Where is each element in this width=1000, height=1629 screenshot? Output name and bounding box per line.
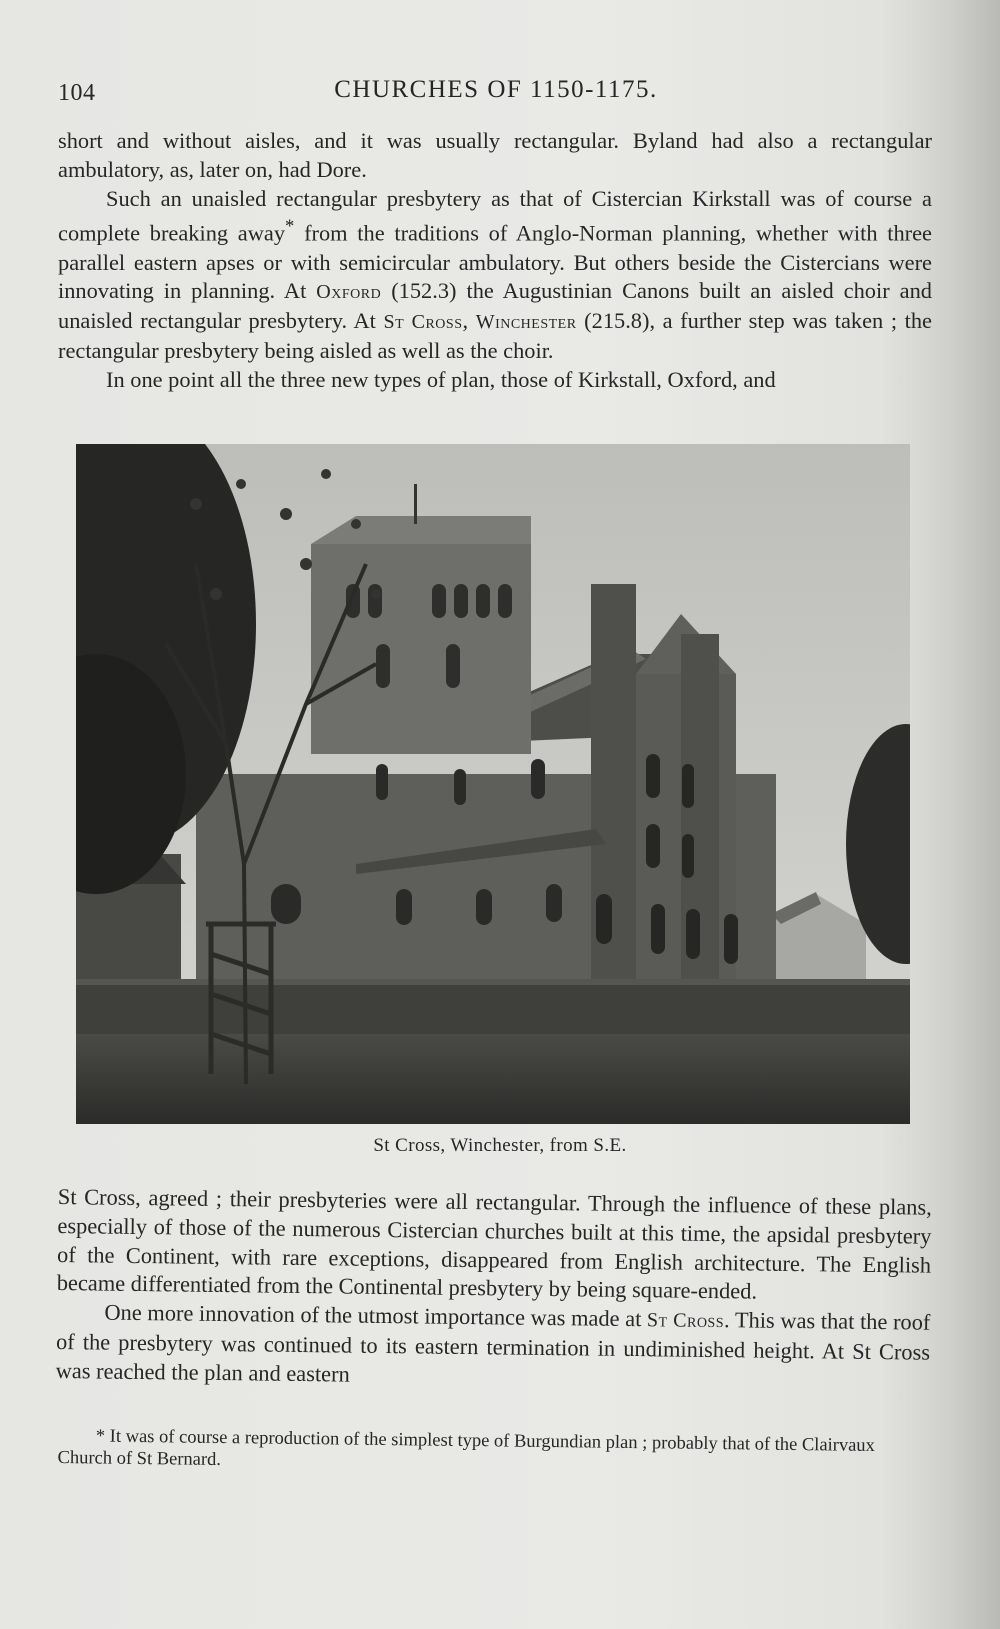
footnote-marker: *	[285, 216, 295, 238]
bottom-text-block	[56, 1183, 932, 1396]
paragraph-5-part-a: One more innovation of the utmost importance was made at	[104, 1299, 648, 1332]
paragraph-2-part-c: (152.3) the Augustinian Canons built an aisled choir and unaisled rectangular presbytery. At	[58, 278, 932, 334]
church-photograph	[76, 444, 910, 1124]
figure-caption: St Cross, Winchester, from S.E.	[373, 1135, 627, 1156]
footnote-text: * It was of course a reproduction of the simplest type of Burgundian plan ; probably that of the Clairvaux Church of St Bernard.	[57, 1426, 875, 1470]
footnote	[57, 1425, 933, 1480]
paragraph-5	[56, 1298, 931, 1396]
page-header	[58, 76, 934, 110]
paragraph-4: St Cross, agreed ; their presbyteries were all rectangular. Through the influence of these plans, especially of those of the numerous Cistercian churches built at this time, the apsidal presbytery of the Continent, with rare exceptions, disappeared from English architecture. The English became differentiated from the Continental presbytery by being square-ended.	[56, 1183, 932, 1304]
top-text-block	[58, 127, 932, 395]
st-cross-church-illustration	[76, 444, 910, 1124]
running-title: CHURCHES OF 1150-1175.	[334, 76, 658, 103]
place-st-cross: St Cross	[383, 311, 463, 334]
place-st-cross-2: St Cross	[646, 1309, 725, 1333]
place-oxford: Oxford	[316, 281, 382, 304]
page-number: 104	[58, 80, 96, 106]
paragraph-2-part-e: (215.8), a further step was taken ; the rectangular presbytery being aisled as well as the choir.	[58, 308, 932, 364]
paragraph-2-part-a: Such an unaisled rectangular presbytery as that of Cistercian Kirkstall was of course a complete breaking away	[58, 185, 932, 246]
paragraph-5-part-b: . This was that the roof of the presbytery was continued to its eastern termination in undiminished height. At St Cross was reached the plan and eastern	[55, 1307, 931, 1387]
paragraph-2	[58, 185, 932, 366]
paragraph-1: short and without aisles, and it was usually rectangular. Byland had also a rectangular ambulatory, as, later on, had Dore.	[58, 128, 932, 182]
paragraph-3: In one point all the three new types of plan, those of Kirkstall, Oxford, and	[106, 366, 776, 392]
paragraph-2-part-b: from the traditions of Anglo-Norman planning, whether with three parallel eastern apses or with semicircular ambulatory. But others beside the Cistercians were innovating in planning. At	[58, 220, 932, 304]
paragraph-2-part-d: ,	[462, 308, 476, 334]
place-winchester: Winchester	[475, 311, 577, 334]
